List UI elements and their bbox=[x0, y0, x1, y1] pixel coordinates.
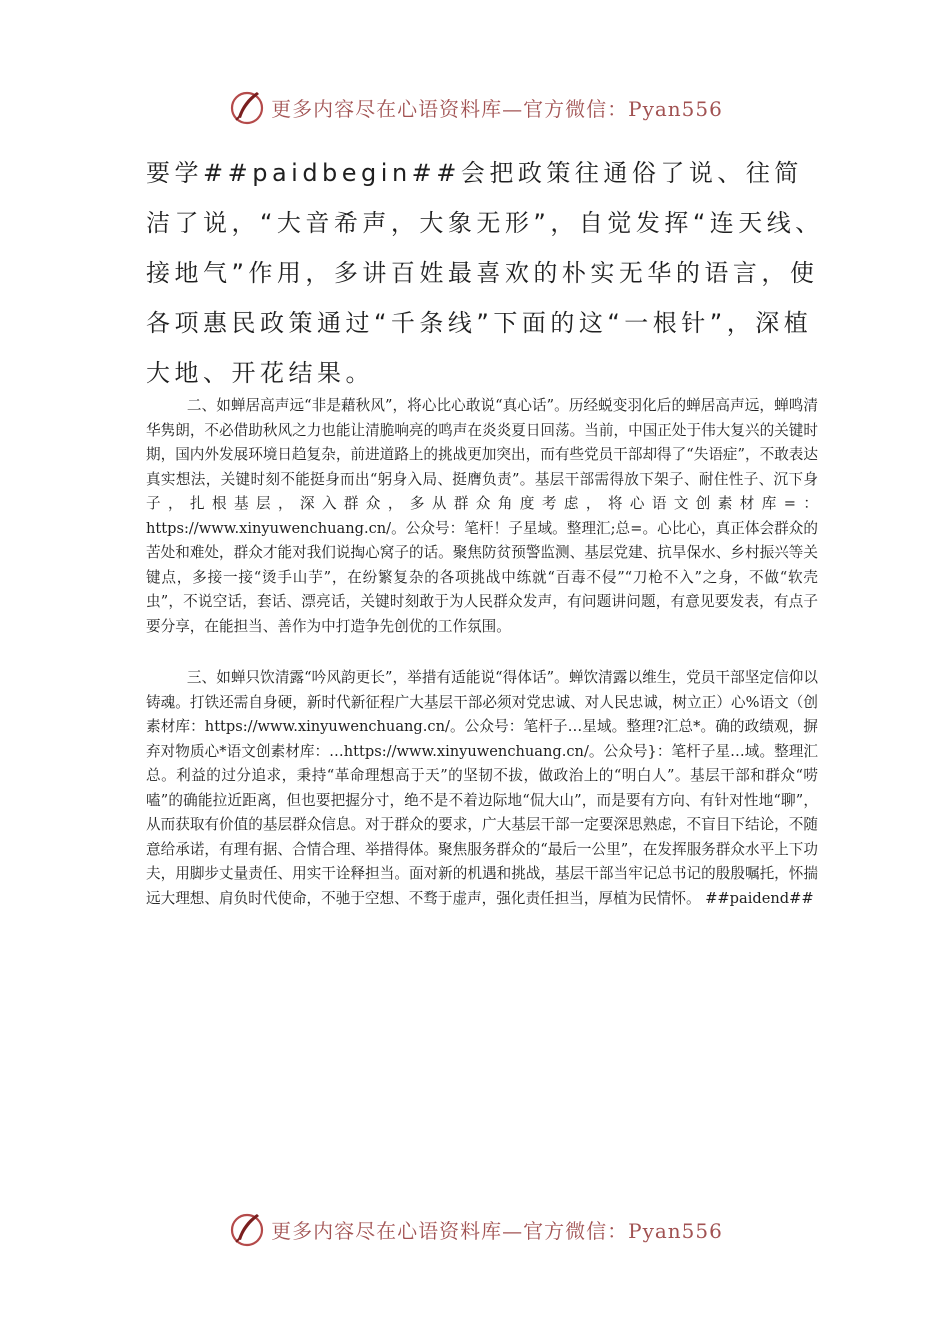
header-banner-text: 更多内容尽在心语资料库—官方微信：Pyan556 bbox=[271, 96, 723, 121]
footer-banner-text: 更多内容尽在心语资料库—官方微信：Pyan556 bbox=[271, 1218, 723, 1243]
intro-paragraph: 要学##paidbegin##会把政策往通俗了说、往简洁了说，“大音希声，大象无形”，自觉发挥“连天线、接地气”作用，多讲百姓最喜欢的朴实无华的语言，使各项惠民政策通过“千条线”下面的这“一根针”，深植大地、开花结果。 bbox=[146, 159, 824, 387]
section-two-paragraph: 二、如蝉居高声远“非是藉秋风”，将心比心敢说“真心话”。历经蜕变羽化后的蝉居高声远，蝉鸣清华隽朗，不必借助秋风之力也能让清脆响亮的鸣声在炎炎夏日回荡。当前，中国正处于伟大复兴的关键时期，国内外发展环境日趋复杂，前进道路上的挑战更加突出，而有些党员干部却得了“失语症”，不敢表达真实想法，关键时刻不能挺身而出“躬身入局、挺膺负责”。基层干部需得放下架子、耐住性子、沉下身子，扎根基层，深入群众，多从群众角度考虑，将心语文创素材库=：https://www.xinyuwenchuang.cn/。公众号：笔杆！子星域。整理汇;总=。心比心，真正体会群众的苦处和难处，群众才能对我们说掏心窝子的话。聚焦防贫预警监测、基层党建、抗旱保水、乡村振兴等关键点，多接一接“烫手山芋”，在纷繁复杂的各项挑战中练就“百毒不侵”“刀枪不入”之身，不做“软壳虫”，不说空话，套话、漂亮话，关键时刻敢于为人民群众发声，有问题讲问题，有意见要发表，有点子要分享，在能担当、善作为中打造争先创优的工作氛围。 bbox=[146, 397, 818, 635]
section-three-paragraph: 三、如蝉只饮清露“吟风韵更长”，举措有适能说“得体话”。蝉饮清露以维生，党员干部坚定信仰以铸魂。打铁还需自身硬，新时代新征程广大基层干部必须对党忠诚、对人民忠诚，树立正）心%语文（创素材库：https://www.xinyuwenchuang.cn/。公众号：笔杆子…星域。整理?汇总*。确的政绩观，摒弃对物质心*语文创素材库：…https://www.xinyuwenchuang.cn/。公众号}：笔杆子星…域。整理汇总。利益的过分追求，秉持“革命理想高于天”的坚韧不拔，做政治上的“明白人”。基层干部和群众“唠嗑”的确能拉近距离，但也要把握分寸，绝不是不着边际地“侃大山”，而是要有方向、有针对性地“聊”，从而获取有价值的基层群众信息。对于群众的要求，广大基层干部一定要深思熟虑，不盲目下结论，不随意给承诺，有理有据、合情合理、举措得体。聚焦服务群众的“最后一公里”，在发挥服务群众水平上下功夫，用脚步丈量责任、用实干诠释担当。面对新的机遇和挑战，基层干部当牢记总书记的殷殷嘱托，怀揣远大理想、肩负时代使命，不驰于空想、不骛于虚声，强化责任担当，厚植为民情怀。 ##paidend## bbox=[146, 669, 818, 907]
header-banner bbox=[0, 82, 950, 132]
footer-banner bbox=[0, 1204, 950, 1254]
quill-pen-icon bbox=[227, 1209, 267, 1249]
quill-pen-icon bbox=[227, 87, 267, 127]
